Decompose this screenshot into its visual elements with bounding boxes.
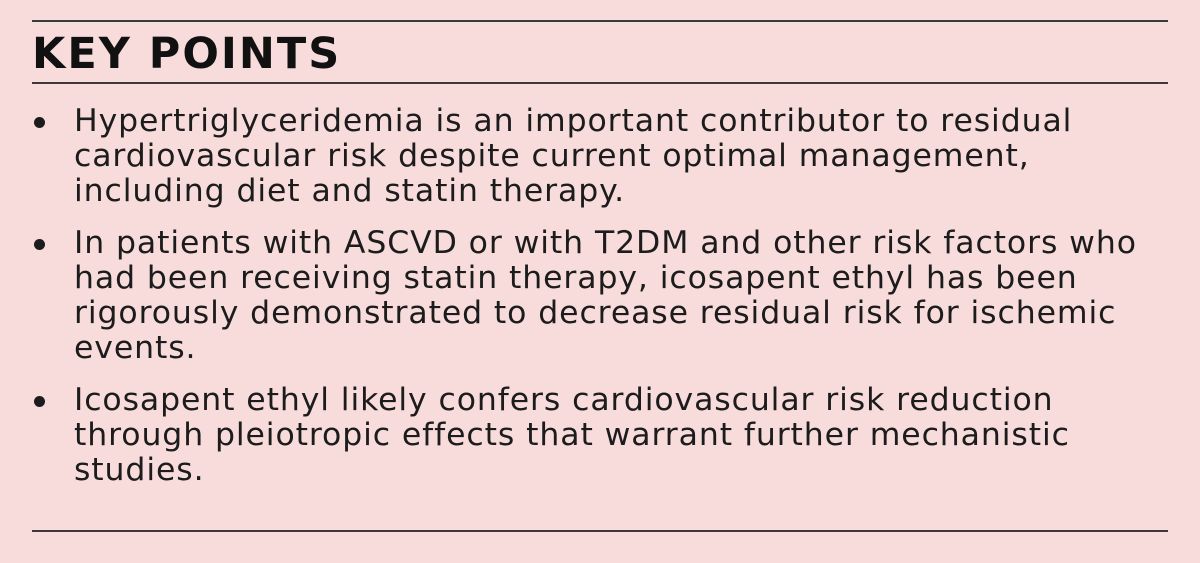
bottom-rule [32,530,1168,532]
bullet-icon [34,239,45,250]
top-rule [32,20,1168,22]
key-points-list [32,104,1172,505]
key-point-item [32,226,1172,366]
key-point-text: Icosapent ethyl likely confers cardiovascular risk reduction through pleiotropic effects that warrant further mechanistic studies. [74,382,1070,488]
bullet-icon [34,117,45,128]
title-rule [32,82,1168,84]
bullet-icon [34,396,45,407]
key-point-text: Hypertriglyceridemia is an important contributor to residual cardiovascular risk despite current optimal management, including diet and statin therapy. [74,103,1073,209]
key-point-item [32,383,1172,488]
key-point-item [32,104,1172,209]
box-title: KEY POINTS [32,29,342,79]
key-point-text: In patients with ASCVD or with T2DM and other risk factors who had been receiving statin therapy, icosapent ethyl has been rigorously demonstrated to decrease residual risk for ischemic events. [74,225,1137,366]
